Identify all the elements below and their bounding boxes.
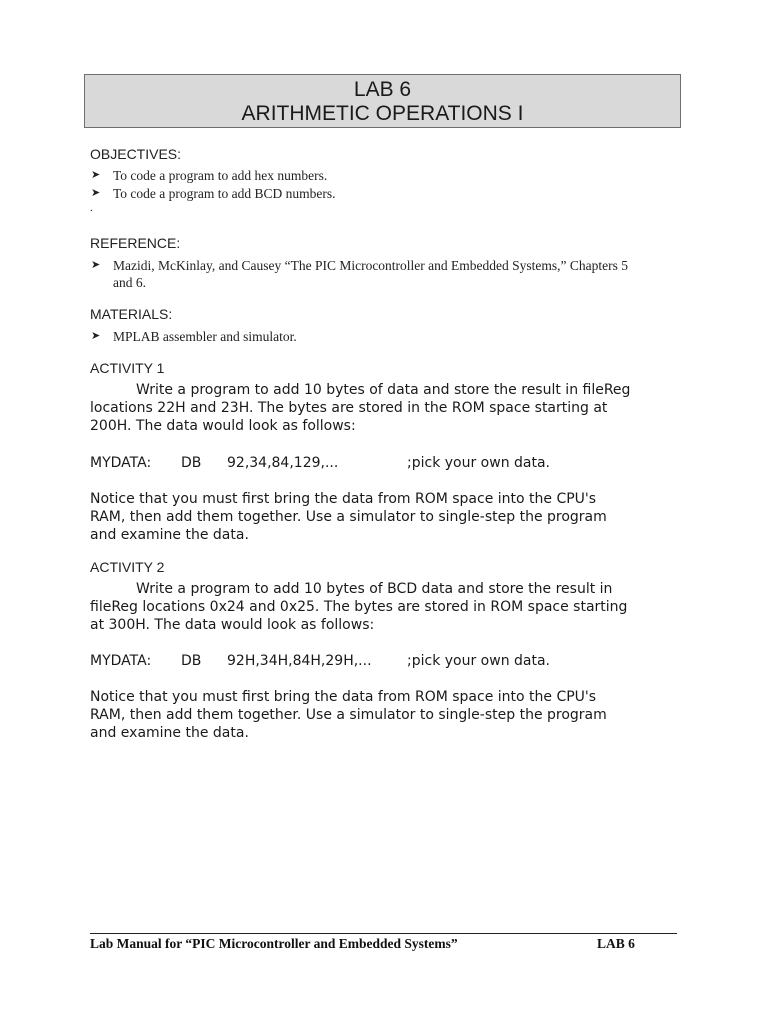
reference-item-continued: and 6. [113,275,146,290]
activity1-heading: ACTIVITY 1 [90,360,165,376]
arrowhead-bullet-icon: ➤ [91,168,101,181]
stray-period: . [90,202,93,214]
code-directive: DB [181,455,202,471]
code-label: MYDATA: [90,455,152,471]
title-box [84,74,681,128]
activity1-instructions: Write a program to add 10 bytes of data and store the result in fileReg locations 22H and 23H. The bytes are stored in the ROM space starting at 200H. The data would look as follows: [90,382,631,434]
materials-heading: MATERIALS: [90,306,173,322]
code-comment: ;pick your own data. [407,653,551,669]
activity1-notice: Notice that you must first bring the data from ROM space into the CPU's RAM, then add them together. Use a simulator to single-step the program and examine the data. [90,491,607,543]
code-values: 92H,34H,84H,29H,... [227,653,372,669]
activity2-heading: ACTIVITY 2 [90,559,165,575]
footer-right: LAB 6 [597,936,635,951]
code-label: MYDATA: [90,653,152,669]
activity2-notice: Notice that you must first bring the data from ROM space into the CPU's RAM, then add them together. Use a simulator to single-step the program and examine the data. [90,689,607,741]
arrowhead-bullet-icon: ➤ [91,258,101,271]
footer-rule [90,933,677,934]
activity2-instructions: Write a program to add 10 bytes of BCD data and store the result in fileReg locations 0x24 and 0x25. The bytes are stored in ROM space starting at 300H. The data would look as follows: [90,581,628,633]
code-values: 92,34,84,129,... [227,455,339,471]
lab-number: LAB 6 [353,78,412,101]
lab-title: ARITHMETIC OPERATIONS I [241,102,524,125]
footer-left: Lab Manual for “PIC Microcontroller and Embedded Systems” [90,936,458,951]
arrowhead-bullet-icon: ➤ [91,329,101,342]
arrowhead-bullet-icon: ➤ [91,186,101,199]
objectives-heading: OBJECTIVES: [90,146,182,162]
reference-heading: REFERENCE: [90,235,181,251]
code-directive: DB [181,653,202,669]
code-comment: ;pick your own data. [407,455,551,471]
